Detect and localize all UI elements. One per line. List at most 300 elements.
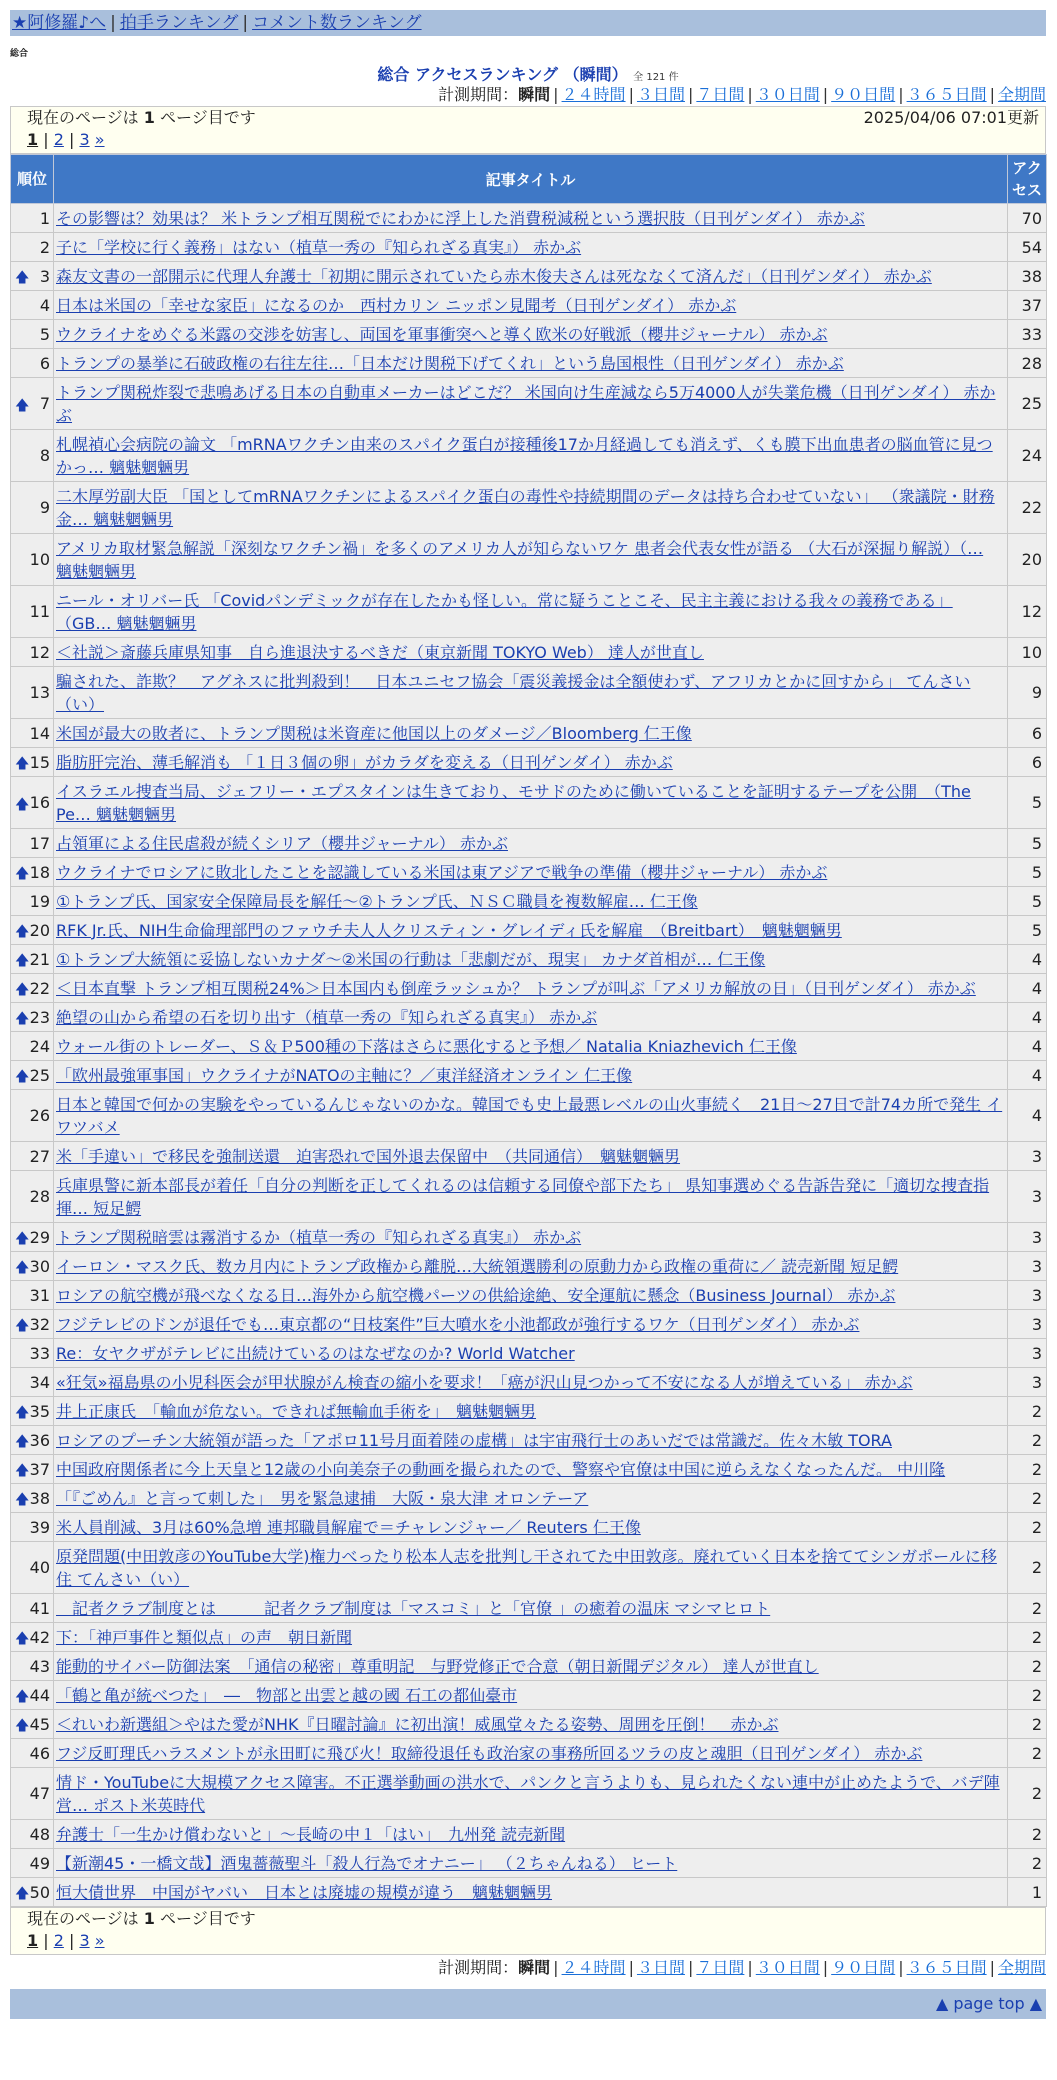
rank-cell [11,858,54,887]
count-cell: 70 [1008,204,1047,233]
page-top-link[interactable]: ▲ page top ▲ [935,1994,1042,2013]
table-row [11,1252,1047,1281]
title-cell [54,430,1008,482]
rank-cell [11,1090,54,1142]
title-cell [54,858,1008,887]
count-cell: 4 [1008,1003,1047,1032]
count-cell: 38 [1008,262,1047,291]
rank-number: 35 [29,1401,50,1421]
rank-cell [11,233,54,262]
rank-cell [11,1710,54,1739]
footer-pager [27,1930,1045,1952]
period-link[interactable]: ９０日間 [831,85,896,104]
rank-cell [11,1223,54,1252]
article-link[interactable]: ウクライナをめぐる米露の交渉を妨害し、両国を軍事衝突へと導く欧米の好戦派（櫻井ジャーナル） 赤かぶ [56,324,828,344]
title-cell [54,829,1008,858]
count-cell: 22 [1008,482,1047,534]
rank-cell [11,748,54,777]
rank-number: 48 [29,1824,50,1844]
period-link[interactable]: ３０日間 [755,85,820,104]
rank-cell [11,430,54,482]
title-cell [54,1681,1008,1710]
table-row [11,320,1047,349]
ranking-title: 総合 アクセスランキング （瞬間） [377,65,628,84]
rank-number: 14 [29,723,50,743]
period-link[interactable]: ２４時間 [561,1958,626,1977]
count-cell: 33 [1008,320,1047,349]
title-cell [54,1513,1008,1542]
rank-cell [11,320,54,349]
rank-up-icon: 🡅 [15,924,30,940]
period-link[interactable]: 全期間 [997,85,1046,104]
article-link[interactable]: ＜れいわ新選組＞やはた愛がNHK『日曜討論』に初出演！威風堂々たる姿勢、周囲を圧倒！ 赤かぶ [56,1714,779,1734]
article-link[interactable]: ①トランプ大統領に妥協しないカナダ〜②米国の行動は「悲劇だが、現実」 カナダ首相が… 仁王像 [56,949,766,969]
rank-number: 20 [29,920,50,940]
article-link[interactable]: 井上正康氏 「輸血が危ない。できれば無輸血手術を」 魑魅魍魎男 [56,1401,537,1421]
rank-number: 23 [29,1007,50,1027]
count-cell: 4 [1008,1061,1047,1090]
page-info-suffix: ページ目です [160,1909,256,1928]
title-cell [54,1455,1008,1484]
period-link[interactable]: ３６５日間 [906,85,987,104]
article-link[interactable]: «狂気»福島県の小児科医会が甲状腺がん検査の縮小を要求！「癌が沢山見つかって不安になる人が増えている」 赤かぶ [56,1372,913,1392]
home-link[interactable]: ★阿修羅♪へ [12,13,107,33]
rank-cell [11,916,54,945]
table-row [11,349,1047,378]
title-cell [54,1768,1008,1820]
rank-up-icon: 🡅 [15,1318,30,1334]
rank-up-icon: 🡅 [15,1463,30,1479]
rank-cell [11,349,54,378]
rank-number: 30 [29,1256,50,1276]
separator: | [989,85,995,104]
rank-number: 7 [39,394,50,413]
count-cell: 3 [1008,1281,1047,1310]
article-link[interactable]: イスラエル捜査当局、ジェフリー・エプスタインは生きており、モサドのために働いていることを証明するテープを公開 （The Pe… 魑魅魍魎男 [56,781,971,824]
period-link[interactable]: ９０日間 [831,1958,896,1977]
rank-cell [11,1849,54,1878]
count-cell: 2 [1008,1484,1047,1513]
article-link[interactable]: トランプの暴挙に石破政権の右往左往…「日本だけ関税下げてくれ」という島国根性（日刊ゲンダイ） 赤かぶ [56,353,844,373]
table-row [11,1849,1047,1878]
period-link[interactable]: ３日間 [636,1958,685,1977]
period-link[interactable]: ３０日間 [755,1958,820,1977]
article-link[interactable]: 占領軍による住民虐殺が続くシリア（櫻井ジャーナル） 赤かぶ [56,833,508,853]
count-cell: 5 [1008,829,1047,858]
article-link[interactable]: 米国が最大の敗者に、トランプ関税は米資産に他国以上のダメージ／Bloomberg 仁王像 [56,723,692,743]
rank-number: 9 [39,498,50,517]
page-info-number: 1 [143,1909,155,1928]
article-link[interactable]: 中国政府関係者に今上天皇と12歳の小向美奈子の動画を撮られたので、警察や官僚は中国に逆らえなくなったんだ。 中川隆 [56,1459,946,1479]
period-link[interactable]: ３６５日間 [906,1958,987,1977]
article-link[interactable]: 米「手違い」で移民を強制送還 迫害恐れで国外退去保留中 （共同通信） 魑魅魍魎男 [56,1146,681,1166]
category-label: 総合 [10,49,29,59]
table-row [11,829,1047,858]
separator: | [553,1958,559,1977]
separator: | [822,1958,829,1977]
rank-number: 33 [29,1343,50,1363]
rank-number: 6 [39,353,50,373]
rank-up-icon: 🡅 [15,1886,30,1902]
rank-cell [11,945,54,974]
title-cell [54,1003,1008,1032]
title-cell [54,1310,1008,1339]
rank-number: 15 [29,752,50,772]
pager-link[interactable]: 2 [53,1931,64,1950]
period-link[interactable]: ３日間 [636,85,685,104]
rank-cell [11,887,54,916]
rank-number: 2 [39,237,50,257]
count-cell: 3 [1008,1339,1047,1368]
rank-up-icon: 🡅 [15,1260,30,1276]
period-selector [10,84,1046,106]
title-cell [54,945,1008,974]
article-link[interactable]: ＜社説＞斎藤兵庫県知事 自ら進退決するべきだ（東京新聞 TOKYO Web） 達人が世直し [56,642,704,662]
rank-up-icon: 🡅 [15,953,30,969]
count-cell: 2 [1008,1455,1047,1484]
article-link[interactable]: 絶望の山から希望の石を切り出す（植草一秀の『知られざる真実』） 赤かぶ [56,1007,598,1027]
rank-up-icon: 🡅 [15,866,30,882]
period-link[interactable]: ２４時間 [561,85,626,104]
title-cell [54,1368,1008,1397]
table-row [11,719,1047,748]
separator: | [687,85,694,104]
rank-cell [11,1397,54,1426]
rank-cell [11,638,54,667]
page-title [10,62,1046,82]
clap-ranking-link[interactable]: 拍手ランキング [119,13,239,33]
pager-next[interactable]: » [94,130,105,149]
count-cell: 5 [1008,858,1047,887]
separator: | [822,85,829,104]
title-cell [54,667,1008,719]
table-row [11,748,1047,777]
article-link[interactable]: 日本は米国の「幸せな家臣」になるのか 西村カリン ニッポン見聞考（日刊ゲンダイ） 赤かぶ [56,295,737,315]
separator: | [38,130,54,149]
table-row [11,1397,1047,1426]
article-link[interactable]: トランプ関税暗雲は霧消するか（植草一秀の『知られざる真実』） 赤かぶ [56,1227,582,1247]
article-link[interactable]: ＜日本直撃 トランプ相互関税24%＞日本国内も倒産ラッシュか？ トランプが叫ぶ「アメリカ解放の日」（日刊ゲンダイ） 赤かぶ [56,978,976,998]
article-link[interactable]: ウクライナでロシアに敗北したことを認識している米国は東アジアで戦争の準備（櫻井ジャーナル） 赤かぶ [56,862,828,882]
rank-number: 46 [29,1743,50,1763]
rank-number: 39 [29,1517,50,1537]
rank-number: 32 [29,1314,50,1334]
rank-up-icon: 🡅 [15,1631,30,1647]
table-row [11,586,1047,638]
count-cell: 4 [1008,1032,1047,1061]
separator: | [687,1958,694,1977]
article-link[interactable]: 米人員削減、3月は60%急増 連邦職員解雇で＝チャレンジャー／ Reuters 仁王像 [56,1517,641,1537]
rank-cell [11,1339,54,1368]
article-link[interactable]: 原発問題(中田敦彦のYouTube大学)権力べったり松本人志を批判し干されてた中田敦彦。廃れていく日本を捨ててシンガポールに移住 てんさい（い） [56,1546,997,1589]
count-cell: 2 [1008,1397,1047,1426]
article-link[interactable]: 日本と韓国で何かの実験をやっているんじゃないのかな。韓国でも史上最悪レベルの山火事続く 21日〜27日で計74カ所で発生 イワツバメ [56,1094,1003,1137]
rank-cell [11,1426,54,1455]
table-row [11,1339,1047,1368]
title-cell [54,1397,1008,1426]
title-cell [54,1710,1008,1739]
article-link[interactable]: 「鶴と亀が統べつた」 ― 物部と出雲と越の國 石工の都仙臺市 [56,1685,518,1705]
rank-cell [11,777,54,829]
rank-number: 47 [29,1784,50,1803]
table-row [11,974,1047,1003]
page-info-prefix: 現在のページは [27,1909,139,1928]
title-cell [54,1090,1008,1142]
rank-up-icon: 🡅 [15,796,30,813]
count-cell: 2 [1008,1849,1047,1878]
title-cell [54,1252,1008,1281]
count-cell: 5 [1008,777,1047,829]
table-row [11,887,1047,916]
rank-number: 1 [39,208,50,228]
article-link[interactable]: 記者クラブ制度とは 記者クラブ制度は「マスコミ」と「官僚 」の癒着の温床 マシマヒロト [56,1598,771,1618]
rank-cell [11,667,54,719]
table-row [11,1171,1047,1223]
title-cell [54,291,1008,320]
article-link[interactable]: ロシアのプーチン大統領が語った「アポロ11号月面着陸の虚構」は宇宙飛行士のあいだでは常識だ。佐々木敏 TORA [56,1430,892,1450]
count-cell: 2 [1008,1820,1047,1849]
count-cell: 1 [1008,1878,1047,1907]
article-link[interactable]: 情ド・YouTubeに大規模アクセス障害。不正選挙動画の洪水で、パンクと言うよりも、見られたくない連中が止めたようで、バデ陣営… ポスト米英時代 [56,1772,1000,1815]
article-link[interactable]: ウォール街のトレーダー、Ｓ＆Ｐ500種の下落はさらに悪化すると予想／ Natalia Kniazhevich 仁王像 [56,1036,797,1056]
rank-cell [11,1681,54,1710]
title-cell [54,586,1008,638]
table-row [11,1061,1047,1090]
count-cell: 5 [1008,887,1047,916]
count-cell: 24 [1008,430,1047,482]
article-link[interactable]: 騙された、詐欺？ アグネスに批判殺到！ 日本ユニセフ協会「震災義援金は全額使わず、アフリカとかに回すから」 てんさい（い） [56,671,971,714]
title-cell [54,1061,1008,1090]
top-nav: ★阿修羅♪へ | 拍手ランキング | コメント数ランキング [10,10,1046,36]
article-link[interactable]: ロシアの航空機が飛べなくなる日…海外から航空機パーツの供給途絶、安全運航に懸念（Business Journal） 赤かぶ [56,1285,896,1305]
rank-cell [11,586,54,638]
table-row [11,482,1047,534]
article-link[interactable]: 子に「学校に行く義務」はない（植草一秀の『知られざる真実』） 赤かぶ [56,237,582,257]
pager [27,129,1041,151]
count-header: アクセス [1008,155,1047,204]
count-cell: 4 [1008,945,1047,974]
separator: | [898,85,904,104]
rank-number: 36 [29,1430,50,1450]
title-cell [54,1171,1008,1223]
pager-link[interactable]: 3 [79,1931,90,1950]
pager-current: 1 [27,1931,39,1950]
count-cell: 4 [1008,974,1047,1003]
table-row [11,638,1047,667]
rank-cell [11,1594,54,1623]
pager-next[interactable]: » [94,1931,105,1950]
rank-number: 24 [29,1036,50,1056]
count-cell: 5 [1008,916,1047,945]
rank-up-icon: 🡅 [15,1718,30,1734]
separator: | [898,1958,904,1977]
article-link[interactable]: 弁護士「一生かけ償わないと」〜長崎の中１「はい」 九州発 読売新聞 [56,1824,566,1844]
title-cell [54,233,1008,262]
article-link[interactable]: イーロン・マスク氏、数カ月内にトランプ政権から離脱…大統領選勝利の原動力から政権の重荷に／ 読売新聞 短足鰐 [56,1256,899,1276]
article-link[interactable]: 能動的サイバー防御法案 「通信の秘密」尊重明記 与野党修正で合意（朝日新聞デジタル） 達人が世直し [56,1656,819,1676]
title-cell [54,1623,1008,1652]
table-row [11,1484,1047,1513]
article-link[interactable]: トランプ関税炸裂で悲鳴あげる日本の自動車メーカーはどこだ？ 米国向け生産減なら5万4000人が失業危機（日刊ゲンダイ） 赤かぶ [56,382,996,425]
article-link[interactable]: 【新潮45・一橋文哉】酒鬼薔薇聖斗「殺人行為でオナニー」 （２ちゃんねる） ヒート [56,1853,678,1873]
rank-cell [11,1623,54,1652]
period-link[interactable]: ７日間 [696,85,745,104]
title-cell [54,1849,1008,1878]
rank-up-icon: 🡅 [15,1689,30,1705]
article-link[interactable]: 脂肪肝完治、薄毛解消も 「１日３個の卵」がカラダを変える（日刊ゲンダイ） 赤かぶ [56,752,673,772]
rank-cell [11,1739,54,1768]
article-link[interactable]: ニール・オリバー氏 「Covidパンデミックが存在したかも怪しい。常に疑うことこそ、民主主義における我々の義務である」 （GB… 魑魅魍魎男 [56,590,953,633]
period-current: 瞬間 [518,85,551,104]
table-row [11,858,1047,887]
separator: | [747,85,753,104]
rank-cell [11,1484,54,1513]
title-cell [54,777,1008,829]
table-row [11,916,1047,945]
count-cell: 3 [1008,1310,1047,1339]
count-cell: 4 [1008,1090,1047,1142]
title-cell [54,482,1008,534]
table-row [11,1623,1047,1652]
rank-cell [11,1032,54,1061]
rank-up-icon: 🡅 [15,1069,30,1085]
rank-up-icon: 🡅 [15,1492,30,1508]
article-link[interactable]: フジ反町理氏ハラスメントが永田町に飛び火！取締役退任も政治家の事務所回るツラの皮と魂胆（日刊ゲンダイ） 赤かぶ [56,1743,923,1763]
title-cell [54,378,1008,430]
title-cell [54,1484,1008,1513]
rank-number: 3 [39,266,50,286]
rank-cell [11,1368,54,1397]
count-cell: 2 [1008,1768,1047,1820]
title-cell [54,349,1008,378]
article-link[interactable]: ①トランプ氏、国家安全保障局長を解任〜②トランプ氏、ＮＳＣ職員を複数解雇… 仁王像 [56,891,698,911]
count-cell: 2 [1008,1513,1047,1542]
separator: | [63,1931,80,1950]
footer-info-box [10,1907,1046,1955]
separator: | [989,1958,995,1977]
rank-cell [11,974,54,1003]
article-link[interactable]: RFK Jr.氏、NIH生命倫理部門のファウチ夫人人クリスティン・グレイディ氏を解雇 （Breitbart） 魑魅魍魎男 [56,920,842,940]
pager-current: 1 [27,130,39,149]
count-cell: 37 [1008,291,1047,320]
update-time: 2025/04/06 07:01更新 [863,108,1039,127]
rank-number: 21 [29,949,50,969]
table-row [11,430,1047,482]
article-link[interactable]: 森友文書の一部開示に代理人弁護士「初期に開示されていたら赤木俊夫さんは死ななくて済んだ」（日刊ゲンダイ） 赤かぶ [56,266,932,286]
article-link[interactable]: アメリカ取材緊急解説「深刻なワクチン禍」を多くのアメリカ人が知らないワケ 患者会代表女性が語る （大石が深掘り解説）（… 魑魅魍魎男 [56,538,984,581]
table-row [11,1003,1047,1032]
table-row [11,1223,1047,1252]
rank-number: 8 [39,446,50,465]
title-cell [54,748,1008,777]
count-cell: 54 [1008,233,1047,262]
title-header: 記事タイトル [54,155,1008,204]
rank-number: 34 [29,1372,50,1392]
table-row [11,1455,1047,1484]
rank-cell [11,1820,54,1849]
count-cell: 25 [1008,378,1047,430]
article-link[interactable]: Re：女ヤクザがテレビに出続けているのはなぜなのか? World Watcher [56,1343,575,1363]
separator: | [628,1958,634,1977]
period-link[interactable]: 全期間 [997,1958,1046,1977]
rank-cell [11,1003,54,1032]
count-cell: 2 [1008,1652,1047,1681]
table-row [11,1513,1047,1542]
rank-number: 26 [29,1106,50,1125]
pager-link[interactable]: 2 [53,130,64,149]
rank-up-icon: 🡅 [15,397,30,414]
table-row [11,378,1047,430]
table-row [11,667,1047,719]
article-link[interactable]: 下：「神戸事件と類似点」の声 朝日新聞 [56,1627,353,1647]
bottom-bar [10,1989,1046,2019]
rank-number: 28 [29,1187,50,1206]
table-row [11,1090,1047,1142]
count-cell: 2 [1008,1594,1047,1623]
rank-cell [11,1252,54,1281]
rank-number: 5 [39,324,50,344]
rank-number: 29 [29,1227,50,1247]
rank-cell [11,1768,54,1820]
rank-cell [11,719,54,748]
article-link[interactable]: 二木厚労副大臣 「国としてmRNAワクチンによるスパイク蛋白の毒性や持続期間のデータは持ち合わせていない」 （衆議院・財務金… 魑魅魍魎男 [56,486,995,529]
table-row [11,1768,1047,1820]
title-cell [54,1339,1008,1368]
rank-up-icon: 🡅 [15,270,30,286]
title-cell [54,204,1008,233]
rank-number: 22 [29,978,50,998]
pager-link[interactable]: 3 [79,130,90,149]
rank-up-icon: 🡅 [15,982,30,998]
rank-cell [11,204,54,233]
rank-cell [11,534,54,586]
count-cell: 10 [1008,638,1047,667]
rank-up-icon: 🡅 [15,1405,30,1421]
rank-number: 49 [29,1853,50,1873]
article-link[interactable]: 「欧州最強軍事国」ウクライナがNATOの主軸に？／東洋経済オンライン 仁王像 [56,1065,633,1085]
article-link[interactable]: フジテレビのドンが退任でも…東京都の“日枝案件”巨大噴水を小池都政が強行するワケ（日刊ゲンダイ） 赤かぶ [56,1314,860,1334]
count-cell: 3 [1008,1252,1047,1281]
period-label: 計測期間： [438,1958,519,1977]
rank-cell [11,1310,54,1339]
table-row [11,1281,1047,1310]
article-link[interactable]: 恒大債世界 中国がヤバい 日本とは廃墟の規模が違う 魑魅魍魎男 [56,1882,553,1902]
comment-ranking-link[interactable]: コメント数ランキング [252,13,422,33]
rank-cell [11,482,54,534]
count-cell: 2 [1008,1681,1047,1710]
title-cell [54,974,1008,1003]
rank-number: 16 [29,793,50,812]
rank-cell [11,1878,54,1907]
article-link[interactable]: その影響は？効果は？ 米トランプ相互関税でにわかに浮上した消費税減税という選択肢（日刊ゲンダイ） 赤かぶ [56,208,865,228]
page-info-number: 1 [143,108,155,127]
rank-number: 44 [29,1685,50,1705]
period-current: 瞬間 [518,1958,551,1977]
rank-number: 45 [29,1714,50,1734]
rank-cell [11,262,54,291]
title-cell [54,1281,1008,1310]
period-link[interactable]: ７日間 [696,1958,745,1977]
article-link[interactable]: 「『ごめん』と言って刺した」 男を緊急逮捕 大阪・泉大津 オロンテーア [56,1488,589,1508]
rank-cell [11,1281,54,1310]
rank-cell [11,1542,54,1594]
table-row [11,1368,1047,1397]
page-info-line [27,107,1041,129]
rank-cell [11,1171,54,1223]
rank-number: 27 [29,1146,50,1166]
article-link[interactable]: 札幌禎心会病院の論文 「mRNAワクチン由来のスパイク蛋白が接種後17か月経過しても消えず、くも膜下出血患者の脳血管に見つかっ… 魑魅魍魎男 [56,434,993,477]
article-link[interactable]: 兵庫県警に新本部長が着任「自分の判断を正してくれるのは信頼する同僚や部下たち」 県知事選めぐる告訴告発に「適切な捜査指揮… 短足鰐 [56,1175,990,1218]
